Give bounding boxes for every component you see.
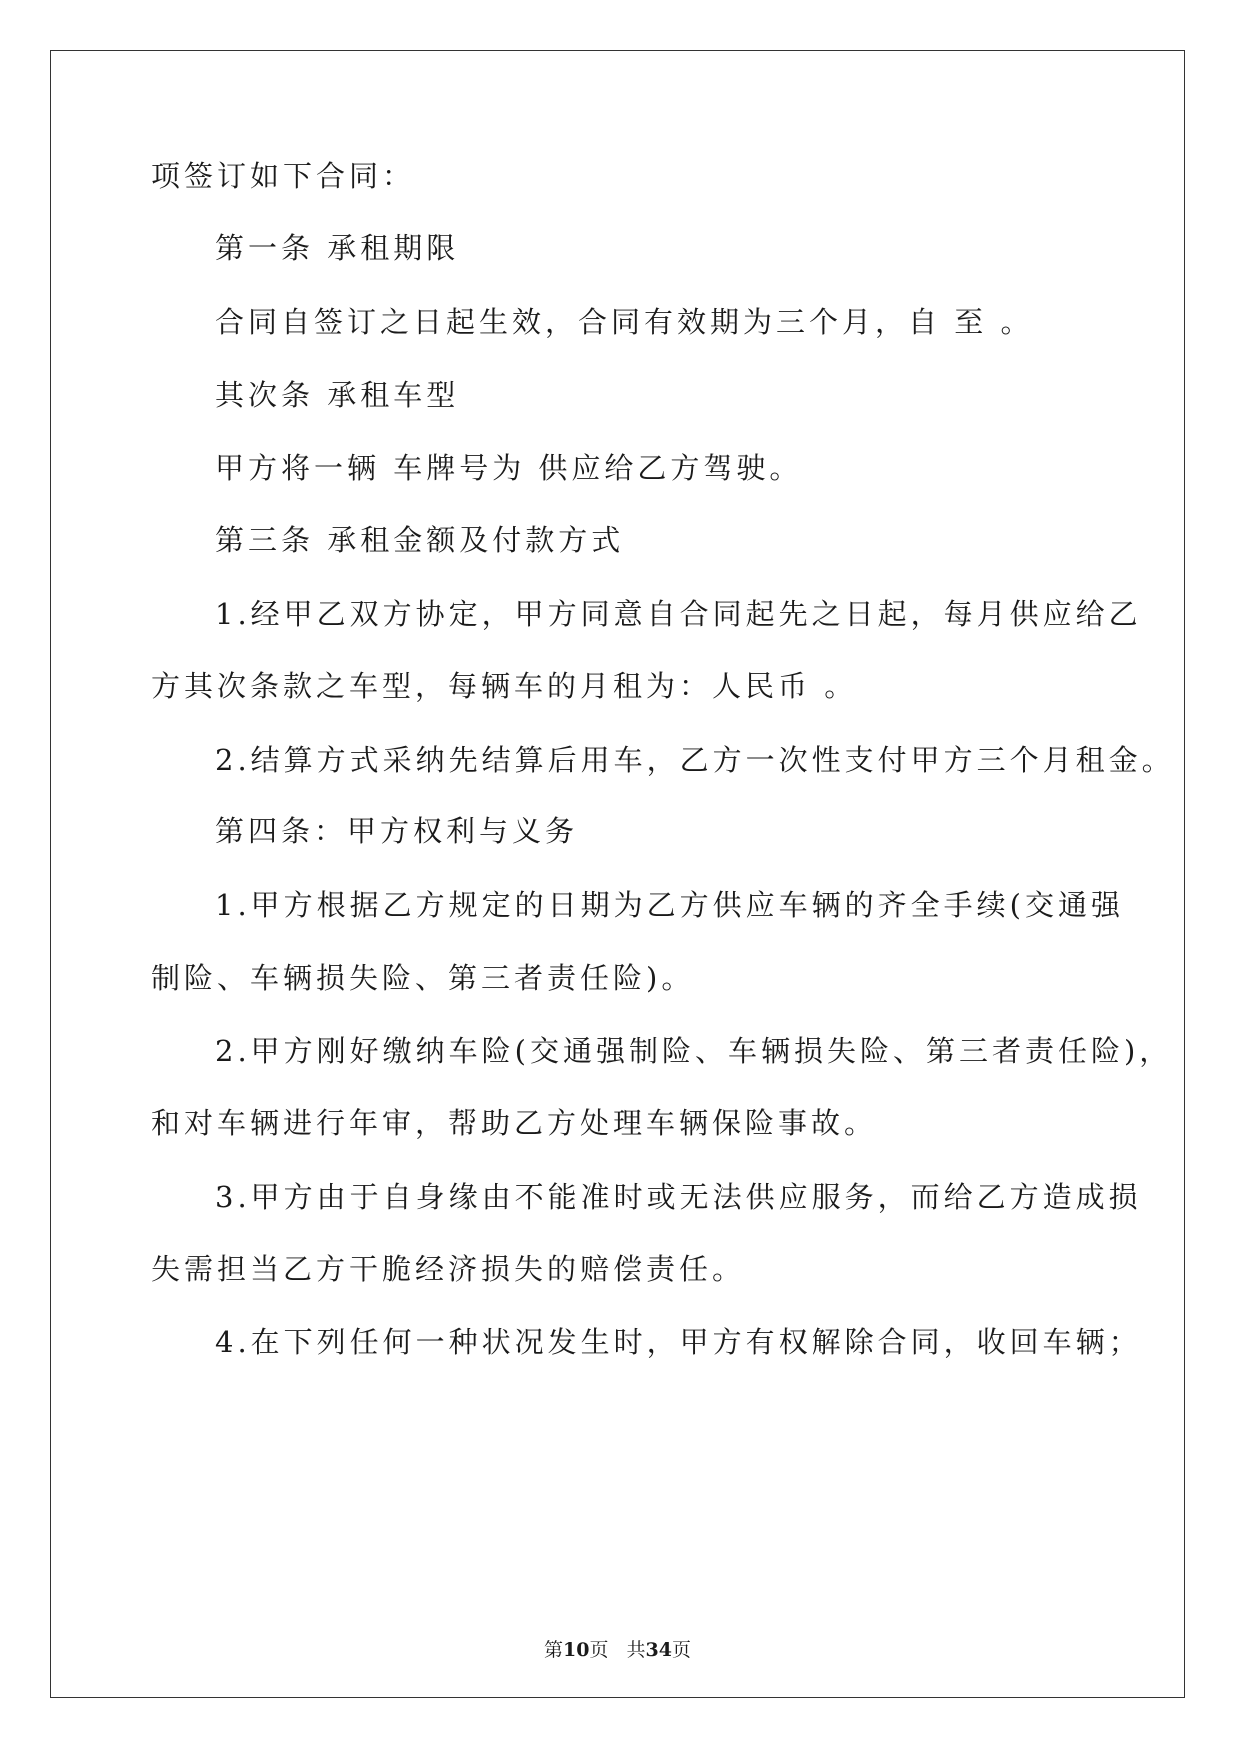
- text-line: 3.甲方由于自身缘由不能准时或无法供应服务，而给乙方造成损: [215, 1180, 1142, 1214]
- text-line: 和对车辆进行年审，帮助乙方处理车辆保险事故。: [151, 1106, 878, 1140]
- page-total: 34: [645, 1639, 672, 1661]
- text-line: 甲方将一辆 车牌号为 供应给乙方驾驶。: [215, 451, 803, 485]
- text-line: 制险、车辆损失险、第三者责任险)。: [151, 961, 695, 995]
- contract-body: [51, 51, 1184, 1697]
- section-heading-4: 第四条：甲方权利与义务: [215, 814, 579, 848]
- text-line: 项签订如下合同：: [151, 159, 416, 193]
- text-line: 2.结算方式采纳先结算后用车，乙方一次性支付甲方三个月租金。: [215, 743, 1175, 777]
- section-heading-2: 其次条 承租车型: [215, 378, 460, 412]
- page-frame: [50, 50, 1185, 1698]
- text-line: 1.甲方根据乙方规定的日期为乙方供应车辆的齐全手续(交通强: [215, 888, 1124, 922]
- text-line: 合同自签订之日起生效，合同有效期为三个月，自 至 。: [215, 305, 1034, 339]
- text-line: 2.甲方刚好缴纳车险(交通强制险、车辆损失险、第三者责任险)，: [215, 1034, 1173, 1068]
- text-line: 4.在下列任何一种状况发生时，甲方有权解除合同，收回车辆；: [215, 1325, 1142, 1359]
- page-current: 10: [563, 1639, 590, 1661]
- footer-prefix: 第: [544, 1639, 564, 1661]
- section-heading-3: 第三条 承租金额及付款方式: [215, 523, 625, 557]
- section-heading-1: 第一条 承租期限: [215, 231, 460, 265]
- page-footer: [51, 1638, 1184, 1662]
- footer-total-suffix: 页: [671, 1639, 691, 1661]
- text-line: 失需担当乙方干脆经济损失的赔偿责任。: [151, 1252, 746, 1286]
- footer-total-prefix: 共: [626, 1639, 646, 1661]
- footer-page-suffix: 页: [589, 1639, 609, 1661]
- text-line: 1.经甲乙双方协定，甲方同意自合同起先之日起，每月供应给乙: [215, 597, 1142, 631]
- text-line: 方其次条款之车型，每辆车的月租为：人民币 。: [151, 669, 858, 703]
